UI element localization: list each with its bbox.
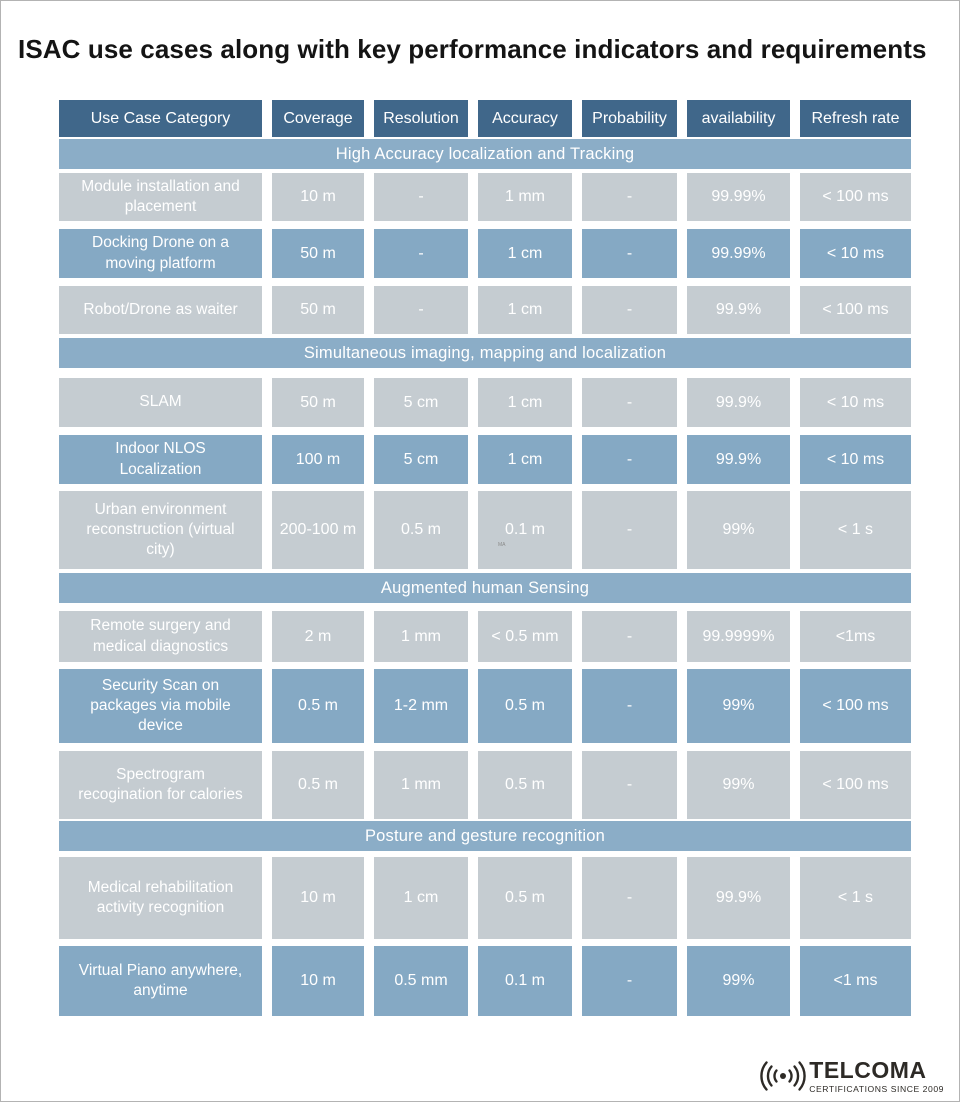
watermark-artifact: MA xyxy=(498,542,506,548)
probability-value: - xyxy=(582,857,677,939)
resolution-value: 0.5 m xyxy=(374,491,468,569)
availability-value: 99.9999% xyxy=(687,611,790,662)
table-row-slam xyxy=(59,378,911,427)
resolution-value: 1 mm xyxy=(374,611,468,662)
section-header-augmented-human-sensing: Augmented human Sensing xyxy=(59,573,911,603)
accuracy-value: 1 cm xyxy=(478,229,572,278)
coverage-value: 0.5 m xyxy=(272,751,364,819)
availability-value: 99% xyxy=(687,669,790,743)
table-row-spectrogram-recognition xyxy=(59,751,911,819)
column-header-refresh-rate: Refresh rate xyxy=(800,100,911,137)
probability-value: - xyxy=(582,946,677,1016)
availability-value: 99.9% xyxy=(687,435,790,484)
accuracy-value: 1 cm xyxy=(478,286,572,334)
probability-value: - xyxy=(582,435,677,484)
resolution-value: 5 cm xyxy=(374,435,468,484)
availability-value: 99% xyxy=(687,946,790,1016)
accuracy-value: 1 cm xyxy=(478,378,572,427)
resolution-value: 1 mm xyxy=(374,751,468,819)
table-row-docking-drone xyxy=(59,229,911,278)
column-header-availability: availability xyxy=(687,100,790,137)
accuracy-value: < 0.5 mm xyxy=(478,611,572,662)
coverage-value: 0.5 m xyxy=(272,669,364,743)
probability-value: - xyxy=(582,173,677,221)
probability-value: - xyxy=(582,491,677,569)
coverage-value: 10 m xyxy=(272,946,364,1016)
refresh-rate-value: <1 ms xyxy=(800,946,911,1016)
row-category: Medical rehabilitation activity recognition xyxy=(59,857,262,939)
telcoma-logo-text xyxy=(809,1056,944,1094)
availability-value: 99.9% xyxy=(687,378,790,427)
row-category: Robot/Drone as waiter xyxy=(59,286,262,334)
resolution-value: - xyxy=(374,229,468,278)
probability-value: - xyxy=(582,751,677,819)
table-row-medical-rehabilitation xyxy=(59,857,911,939)
table-row-virtual-piano xyxy=(59,946,911,1016)
coverage-value: 2 m xyxy=(272,611,364,662)
resolution-value: - xyxy=(374,173,468,221)
accuracy-value: 0.5 m xyxy=(478,669,572,743)
column-header-accuracy: Accuracy xyxy=(478,100,572,137)
table-row-module-installation xyxy=(59,173,911,221)
table-header-row xyxy=(59,100,911,137)
column-header-use-case-category: Use Case Category xyxy=(59,100,262,137)
accuracy-value: 1 cm xyxy=(478,435,572,484)
availability-value: 99.9% xyxy=(687,286,790,334)
accuracy-value: 0.1 m xyxy=(478,491,572,569)
coverage-value: 10 m xyxy=(272,857,364,939)
column-header-resolution: Resolution xyxy=(374,100,468,137)
coverage-value: 200-100 m xyxy=(272,491,364,569)
coverage-value: 50 m xyxy=(272,229,364,278)
kpi-table xyxy=(59,100,911,1016)
column-header-probability: Probability xyxy=(582,100,677,137)
section-header-posture-gesture: Posture and gesture recognition xyxy=(59,821,911,851)
availability-value: 99% xyxy=(687,491,790,569)
resolution-value: - xyxy=(374,286,468,334)
availability-value: 99.9% xyxy=(687,857,790,939)
probability-value: - xyxy=(582,611,677,662)
telcoma-logo-name: TELCOMA xyxy=(809,1056,927,1083)
row-category: SLAM xyxy=(59,378,262,427)
row-category: Remote surgery and medical diagnostics xyxy=(59,611,262,662)
accuracy-value: 0.5 m xyxy=(478,857,572,939)
row-category: Indoor NLOS Localization xyxy=(59,435,262,484)
availability-value: 99.99% xyxy=(687,229,790,278)
coverage-value: 10 m xyxy=(272,173,364,221)
accuracy-value: 0.1 m xyxy=(478,946,572,1016)
availability-value: 99.99% xyxy=(687,173,790,221)
refresh-rate-value: < 1 s xyxy=(800,857,911,939)
refresh-rate-value: < 100 ms xyxy=(800,751,911,819)
resolution-value: 5 cm xyxy=(374,378,468,427)
refresh-rate-value: < 10 ms xyxy=(800,378,911,427)
refresh-rate-value: < 10 ms xyxy=(800,229,911,278)
accuracy-value: 1 mm xyxy=(478,173,572,221)
availability-value: 99% xyxy=(687,751,790,819)
row-category: Urban environment reconstruction (virtual city) xyxy=(59,491,262,569)
section-header-high-accuracy: High Accuracy localization and Tracking xyxy=(59,139,911,169)
refresh-rate-value: < 1 s xyxy=(800,491,911,569)
column-header-coverage: Coverage xyxy=(272,100,364,137)
coverage-value: 50 m xyxy=(272,378,364,427)
coverage-value: 100 m xyxy=(272,435,364,484)
probability-value: - xyxy=(582,378,677,427)
refresh-rate-value: < 100 ms xyxy=(800,173,911,221)
probability-value: - xyxy=(582,669,677,743)
page-title: ISAC use cases along with key performance indicators and requirements xyxy=(18,34,927,64)
table-row-robot-drone-waiter xyxy=(59,286,911,334)
accuracy-value: 0.5 m xyxy=(478,751,572,819)
probability-value: - xyxy=(582,286,677,334)
resolution-value: 1 cm xyxy=(374,857,468,939)
row-category: Security Scan on packages via mobile device xyxy=(59,669,262,743)
section-header-simultaneous-imaging: Simultaneous imaging, mapping and localization xyxy=(59,338,911,368)
row-category: Virtual Piano anywhere, anytime xyxy=(59,946,262,1016)
table-row-indoor-nlos xyxy=(59,435,911,484)
row-category: Module installation and placement xyxy=(59,173,262,221)
resolution-value: 0.5 mm xyxy=(374,946,468,1016)
refresh-rate-value: < 100 ms xyxy=(800,286,911,334)
table-row-remote-surgery xyxy=(59,611,911,662)
telcoma-logo xyxy=(760,1056,944,1096)
telcoma-logo-tagline: CERTIFICATIONS SINCE 2009 xyxy=(809,1083,944,1094)
row-category: Docking Drone on a moving platform xyxy=(59,229,262,278)
row-category: Spectrogram recogination for calories xyxy=(59,751,262,819)
refresh-rate-value: < 10 ms xyxy=(800,435,911,484)
telcoma-signal-icon xyxy=(760,1056,806,1096)
probability-value: - xyxy=(582,229,677,278)
table-row-security-scan xyxy=(59,669,911,743)
refresh-rate-value: <1ms xyxy=(800,611,911,662)
table-row-urban-reconstruction xyxy=(59,491,911,569)
resolution-value: 1-2 mm xyxy=(374,669,468,743)
refresh-rate-value: < 100 ms xyxy=(800,669,911,743)
coverage-value: 50 m xyxy=(272,286,364,334)
